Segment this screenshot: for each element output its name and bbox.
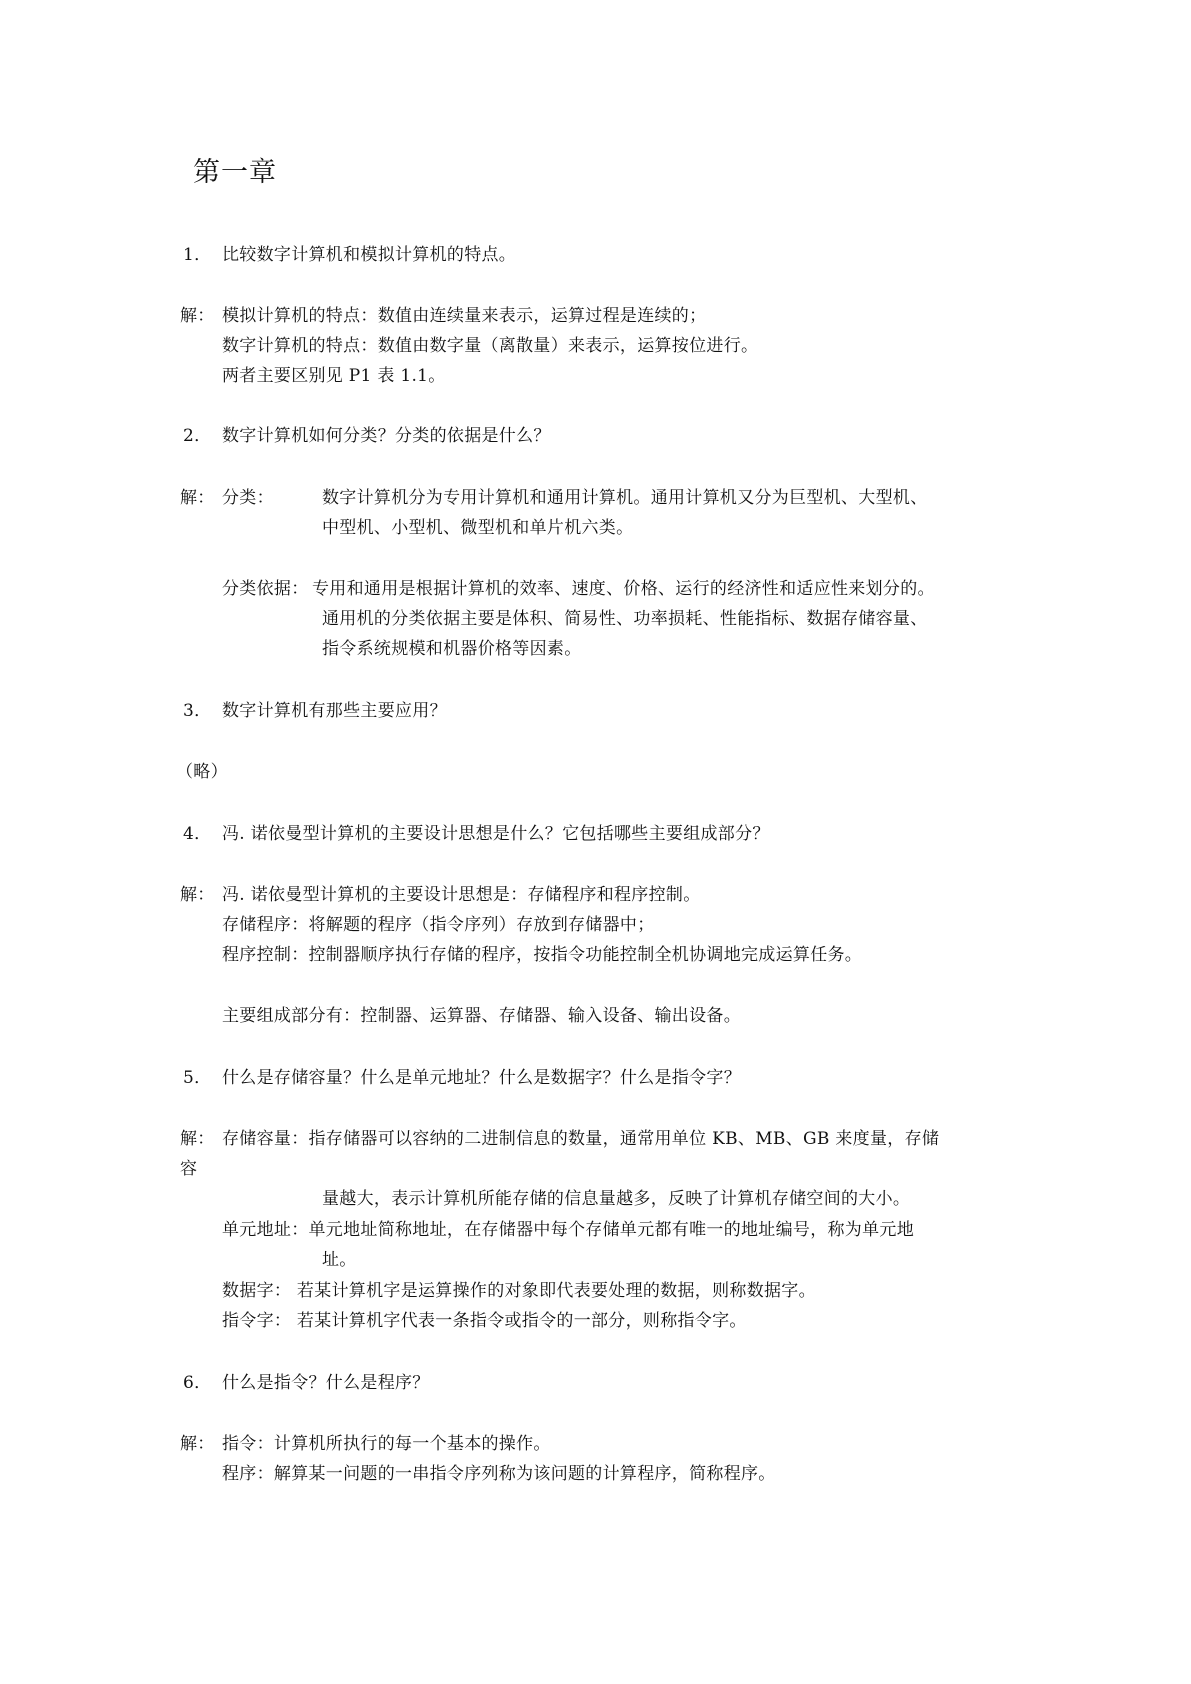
answer-line: 存储容量：指存储器可以容纳的二进制信息的数量，通常用单位 KB、MB、GB 来度量，存储 <box>222 1129 940 1149</box>
answer-line: 址。 <box>322 1250 357 1270</box>
answer-line: 程序控制：控制器顺序执行存储的程序，按指令功能控制全机协调地完成运算任务。 <box>222 945 863 965</box>
question-number: 6． <box>183 1373 212 1393</box>
answer-line: 量越大，表示计算机所能存储的信息量越多，反映了计算机存储空间的大小。 <box>322 1189 911 1209</box>
answer-label: 解： <box>180 488 215 508</box>
question-number: 2． <box>183 426 212 446</box>
answer-line: 数字计算机分为专用计算机和通用计算机。通用计算机又分为巨型机、大型机、 <box>322 488 928 508</box>
answer-line: 容 <box>180 1159 198 1179</box>
answer-line: 数字计算机的特点：数值由数字量（离散量）来表示，运算按位进行。 <box>222 336 759 356</box>
question-text: 什么是存储容量？什么是单元地址？什么是数据字？什么是指令字？ <box>222 1068 741 1088</box>
answer-line: 主要组成部分有：控制器、运算器、存储器、输入设备、输出设备。 <box>222 1006 741 1026</box>
answer-line: 通用机的分类依据主要是体积、简易性、功率损耗、性能指标、数据存储容量、 <box>322 609 928 629</box>
answer-label: 解： <box>180 1129 215 1149</box>
answer-line: 数据字： 若某计算机字是运算操作的对象即代表要处理的数据，则称数据字。 <box>222 1281 816 1301</box>
answer-line: 指令：计算机所执行的每一个基本的操作。 <box>222 1434 551 1454</box>
answer-label: 解： <box>180 1434 215 1454</box>
answer-line: 冯. 诺依曼型计算机的主要设计思想是：存储程序和程序控制。 <box>222 885 701 905</box>
question-number: 1． <box>183 245 212 265</box>
term-label: 分类依据： <box>222 579 309 599</box>
question-text: 什么是指令？什么是程序？ <box>222 1373 430 1393</box>
answer-line: 程序：解算某一问题的一串指令序列称为该问题的计算程序，简称程序。 <box>222 1464 776 1484</box>
answer-label: 解： <box>180 306 215 326</box>
answer-line: 中型机、小型机、微型机和单片机六类。 <box>322 518 634 538</box>
question-number: 5． <box>183 1068 212 1088</box>
answer-line: 两者主要区别见 P1 表 1.1。 <box>222 366 446 386</box>
answer-line: 存储程序：将解题的程序（指令序列）存放到存储器中； <box>222 915 655 935</box>
answer-line: 指令系统规模和机器价格等因素。 <box>322 639 582 659</box>
answer-line: （略） <box>176 762 228 782</box>
question-text: 数字计算机如何分类？分类的依据是什么？ <box>222 426 551 446</box>
question-text: 冯. 诺依曼型计算机的主要设计思想是什么？它包括哪些主要组成部分？ <box>222 824 770 844</box>
question-number: 4． <box>183 824 212 844</box>
answer-label: 解： <box>180 885 215 905</box>
question-text: 数字计算机有那些主要应用？ <box>222 701 447 721</box>
answer-line: 单元地址：单元地址简称地址，在存储器中每个存储单元都有唯一的地址编号，称为单元地 <box>222 1220 914 1240</box>
answer-line: 指令字： 若某计算机字代表一条指令或指令的一部分，则称指令字。 <box>222 1311 747 1331</box>
question-number: 3． <box>183 701 212 721</box>
term-label: 分类： <box>222 488 274 508</box>
answer-line: 专用和通用是根据计算机的效率、速度、价格、运行的经济性和适应性来划分的。 <box>312 579 935 599</box>
question-text: 比较数字计算机和模拟计算机的特点。 <box>222 245 517 265</box>
chapter-title: 第一章 <box>193 157 277 188</box>
answer-line: 模拟计算机的特点：数值由连续量来表示，运算过程是连续的； <box>222 306 707 326</box>
